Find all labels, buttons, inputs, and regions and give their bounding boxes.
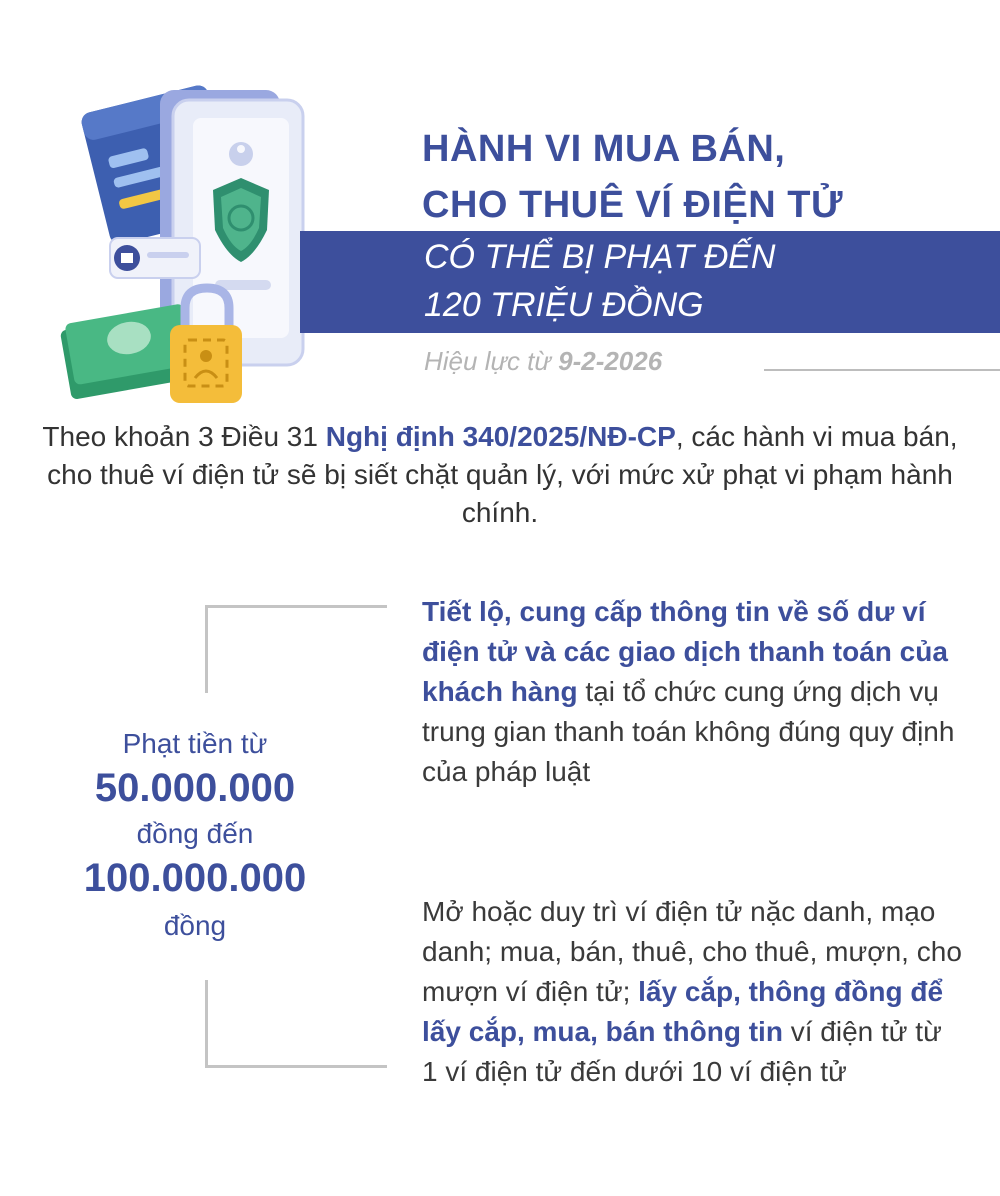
- fine-amount-from: 50.000.000: [94, 766, 296, 810]
- fine-label-to: đồng đến: [136, 818, 254, 849]
- violation-1-bold: Tiết lộ, cung cấp thông tin về số dư ví điện tử và các giao dịch thanh toán của khách hàng: [422, 596, 948, 707]
- subtitle-line-1: CÓ THỂ BỊ PHẠT ĐẾN: [424, 238, 776, 276]
- violation-2-bold: lấy cắp, thông đồng để lấy cắp, mua, bán thông tin: [422, 976, 944, 1047]
- effective-date: [424, 346, 662, 377]
- intro-paragraph: [40, 418, 960, 532]
- bracket-top: [205, 605, 387, 608]
- violation-2-rest: ví điện tử từ 1 ví điện tử đến dưới 10 ví điện tử: [422, 1016, 942, 1087]
- title-line-1: HÀNH VI MUA BÁN,: [422, 128, 786, 170]
- violation-item: [422, 592, 962, 792]
- effective-divider: [764, 369, 1000, 371]
- bracket-bottom: [205, 1065, 387, 1068]
- effective-prefix: Hiệu lực từ: [424, 346, 559, 376]
- intro-after: , các hành vi mua bán, cho thuê ví điện tử sẽ bị siết chặt quản lý, với mức xử phạt vi phạm hành chính.: [47, 421, 958, 528]
- bank-icon: [110, 238, 200, 278]
- violation-item: [422, 892, 962, 1092]
- e-wallet-illustration: [55, 70, 315, 415]
- bracket-lower-side: [205, 980, 208, 1068]
- fine-currency: đồng: [163, 910, 227, 941]
- bracket-upper-side: [205, 605, 208, 693]
- decree-name: Nghị định 340/2025/NĐ-CP: [325, 421, 676, 452]
- effective-date-value: 9-2-2026: [558, 346, 663, 376]
- violation-2-lead: Mở hoặc duy trì ví điện tử nặc danh, mạo danh; mua, bán, thuê, cho thuê, mượn, cho mượn ví điện tử;: [422, 896, 962, 1007]
- intro-before: Theo khoản 3 Điều 31: [42, 421, 326, 452]
- subtitle-line-2: 120 TRIỆU ĐỒNG: [424, 286, 704, 324]
- fine-label-from: Phạt tiền từ: [122, 728, 268, 759]
- fine-amount-to: 100.000.000: [83, 856, 307, 900]
- violation-1-rest: tại tổ chức cung ứng dịch vụ trung gian thanh toán không đúng quy định của pháp luật: [422, 676, 955, 787]
- title-line-2: CHO THUÊ VÍ ĐIỆN TỬ: [422, 184, 844, 226]
